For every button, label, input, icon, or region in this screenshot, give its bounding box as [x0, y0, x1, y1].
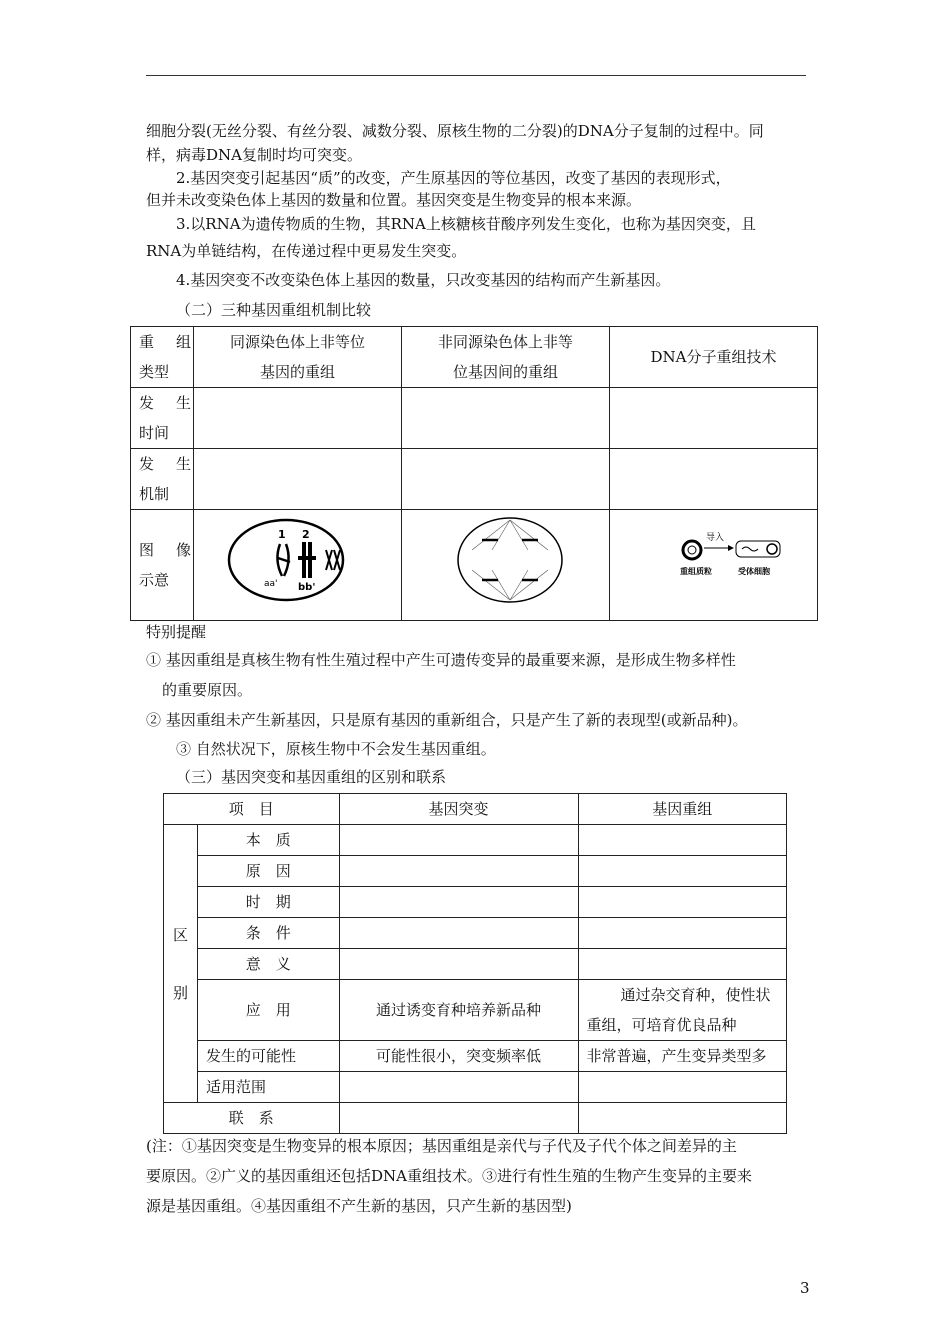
row-period-label: 时 期 — [198, 887, 340, 918]
row-link-recombination — [578, 1103, 787, 1134]
row-essence-mutation — [339, 825, 578, 856]
row-application-recombination-line-1: 通过杂交育种，使性状 — [620, 986, 771, 1004]
row-image-nonhomologous — [402, 510, 610, 621]
header-homologous-cell — [194, 327, 402, 388]
row-time-char-2: 生 — [176, 394, 192, 412]
reminder-title: 特别提醒 — [146, 623, 207, 641]
header-type-char-1: 重 — [139, 333, 155, 351]
row-application-recombination — [578, 980, 787, 1041]
row-period-recombination — [578, 887, 787, 918]
tetrad-crossover-diagram — [194, 510, 401, 610]
row-scope-mutation — [339, 1072, 578, 1103]
row-scope-label: 适用范围 — [198, 1072, 340, 1103]
header-dna-cell — [610, 327, 818, 388]
row-condition-recombination — [578, 918, 787, 949]
row-mechanism-char-2: 生 — [176, 455, 192, 473]
header-type-label: 类型 — [139, 363, 170, 381]
paragraph-2-line-2: 但并未改变染色体上基因的数量和位置。基因突变是生物变异的根本来源。 — [146, 191, 642, 209]
note-line-2: 要原因。②广义的基因重组还包括DNA重组技术。③进行有性生殖的生物产生变异的主要来 — [146, 1167, 752, 1185]
row-cause-mutation — [339, 856, 578, 887]
row-image-dna — [610, 510, 818, 621]
row-time-dna — [610, 388, 818, 449]
row-likelihood-recombination: 非常普遍，产生变异类型多 — [578, 1041, 787, 1072]
header-nonhomologous-line-1: 非同源染色体上非等 — [437, 333, 573, 351]
header-homologous-line-2: 基因的重组 — [259, 363, 335, 381]
row-image-homologous — [194, 510, 402, 621]
chromosome-1-label: 1 — [278, 528, 286, 541]
reminder-item-2: ② 基因重组未产生新基因，只是原有基因的重新组合，只是产生了新的表现型(或新品种)。 — [146, 711, 748, 729]
reminder-item-3: ③ 自然状况下，原核生物中不会发生基因重组。 — [176, 740, 496, 758]
header-nonhomologous-line-2: 位基因间的重组 — [452, 363, 558, 381]
row-mechanism-label: 机制 — [139, 485, 170, 503]
paragraph-1-line-1: 细胞分裂(无丝分裂、有丝分裂、减数分裂、原核生物的二分裂)的DNA分子复制的过程中。同 — [146, 122, 764, 140]
paragraph-4: 4.基因突变不改变染色体上基因的数量，只改变基因的结构而产生新基因。 — [176, 271, 671, 289]
chromosome-2-label: 2 — [302, 528, 310, 541]
note-line-1: (注：①基因突变是生物变异的根本原因；基因重组是亲代与子代及子代个体之间差异的主 — [146, 1137, 737, 1155]
row-period-mutation — [339, 887, 578, 918]
difference-char-2: 别 — [172, 983, 188, 1002]
reminder-item-1-line-1: ① 基因重组是真核生物有性生殖过程中产生可遗传变异的最重要来源，是形成生物多样性 — [146, 651, 736, 669]
difference-label-cell — [164, 825, 198, 1103]
item-header: 项 目 — [164, 794, 340, 825]
header-nonhomologous-cell — [402, 327, 610, 388]
row-significance-label: 意 义 — [198, 949, 340, 980]
row-condition-label: 条 件 — [198, 918, 340, 949]
row-essence-recombination — [578, 825, 787, 856]
section-3-heading: （三）基因突变和基因重组的区别和联系 — [176, 768, 447, 786]
row-link-label: 联 系 — [164, 1103, 340, 1134]
paragraph-2-line-1: 2.基因突变引起基因“质”的改变，产生原基因的等位基因，改变了基因的表现形式， — [176, 169, 731, 187]
row-cause-recombination — [578, 856, 787, 887]
row-significance-mutation — [339, 949, 578, 980]
row-application-label: 应 用 — [198, 980, 340, 1041]
recombination-header: 基因重组 — [578, 794, 787, 825]
recombination-comparison-table — [130, 326, 818, 621]
row-link-mutation — [339, 1103, 578, 1134]
row-application-recombination-line-2: 重组，可培育优良品种 — [586, 1016, 737, 1034]
header-homologous-line-1: 同源染色体上非等位 — [229, 333, 365, 351]
row-application-mutation: 通过诱变育种培养新品种 — [339, 980, 578, 1041]
row-scope-recombination — [578, 1072, 787, 1103]
row-time-label-cell — [131, 388, 194, 449]
row-mechanism-dna — [610, 449, 818, 510]
row-mechanism-char-1: 发 — [139, 455, 155, 473]
row-time-nonhomologous — [402, 388, 610, 449]
recombinant-plasmid-diagram — [610, 510, 817, 610]
row-significance-recombination — [578, 949, 787, 980]
row-image-label: 示意 — [139, 571, 170, 589]
paragraph-3-line-2: RNA为单链结构，在传递过程中更易发生突变。 — [146, 242, 467, 260]
row-time-homologous — [194, 388, 402, 449]
mutation-header: 基因突变 — [339, 794, 578, 825]
header-rule — [146, 75, 806, 76]
section-2-heading: （二）三种基因重组机制比较 — [176, 301, 372, 319]
row-mechanism-homologous — [194, 449, 402, 510]
allele-bb-label: bb' — [298, 582, 316, 593]
allele-aa-label: aa' — [264, 579, 278, 589]
recipient-cell-label: 受体细胞 — [738, 567, 770, 576]
paragraph-3-line-1: 3.以RNA为遗传物质的生物，其RNA上核糖核苷酸序列发生变化，也称为基因突变，且 — [176, 215, 756, 233]
row-image-char-2: 像 — [176, 541, 192, 559]
row-likelihood-label: 发生的可能性 — [198, 1041, 340, 1072]
anaphase-spindle-diagram — [402, 510, 609, 610]
row-likelihood-mutation: 可能性很小，突变频率低 — [339, 1041, 578, 1072]
row-cause-label: 原 因 — [198, 856, 340, 887]
row-essence-label: 本 质 — [198, 825, 340, 856]
header-dna-label: DNA分子重组技术 — [650, 348, 777, 366]
row-mechanism-nonhomologous — [402, 449, 610, 510]
row-time-char-1: 发 — [139, 394, 155, 412]
header-type-cell — [131, 327, 194, 388]
mutation-vs-recombination-table — [163, 793, 787, 1134]
note-line-3: 源是基因重组。④基因重组不产生新的基因，只产生新的基因型) — [146, 1197, 572, 1215]
page-number: 3 — [800, 1279, 810, 1297]
plasmid-label: 重组质粒 — [680, 567, 712, 576]
difference-char-1: 区 — [172, 925, 188, 944]
row-image-label-cell — [131, 510, 194, 621]
header-type-char-2: 组 — [176, 333, 192, 351]
reminder-item-1-line-2: 的重要原因。 — [162, 681, 253, 699]
import-label: 导入 — [706, 533, 725, 543]
row-time-label: 时间 — [139, 424, 170, 442]
row-condition-mutation — [339, 918, 578, 949]
row-image-char-1: 图 — [139, 541, 155, 559]
row-mechanism-label-cell — [131, 449, 194, 510]
paragraph-1-line-2: 样，病毒DNA复制时均可突变。 — [146, 146, 362, 164]
